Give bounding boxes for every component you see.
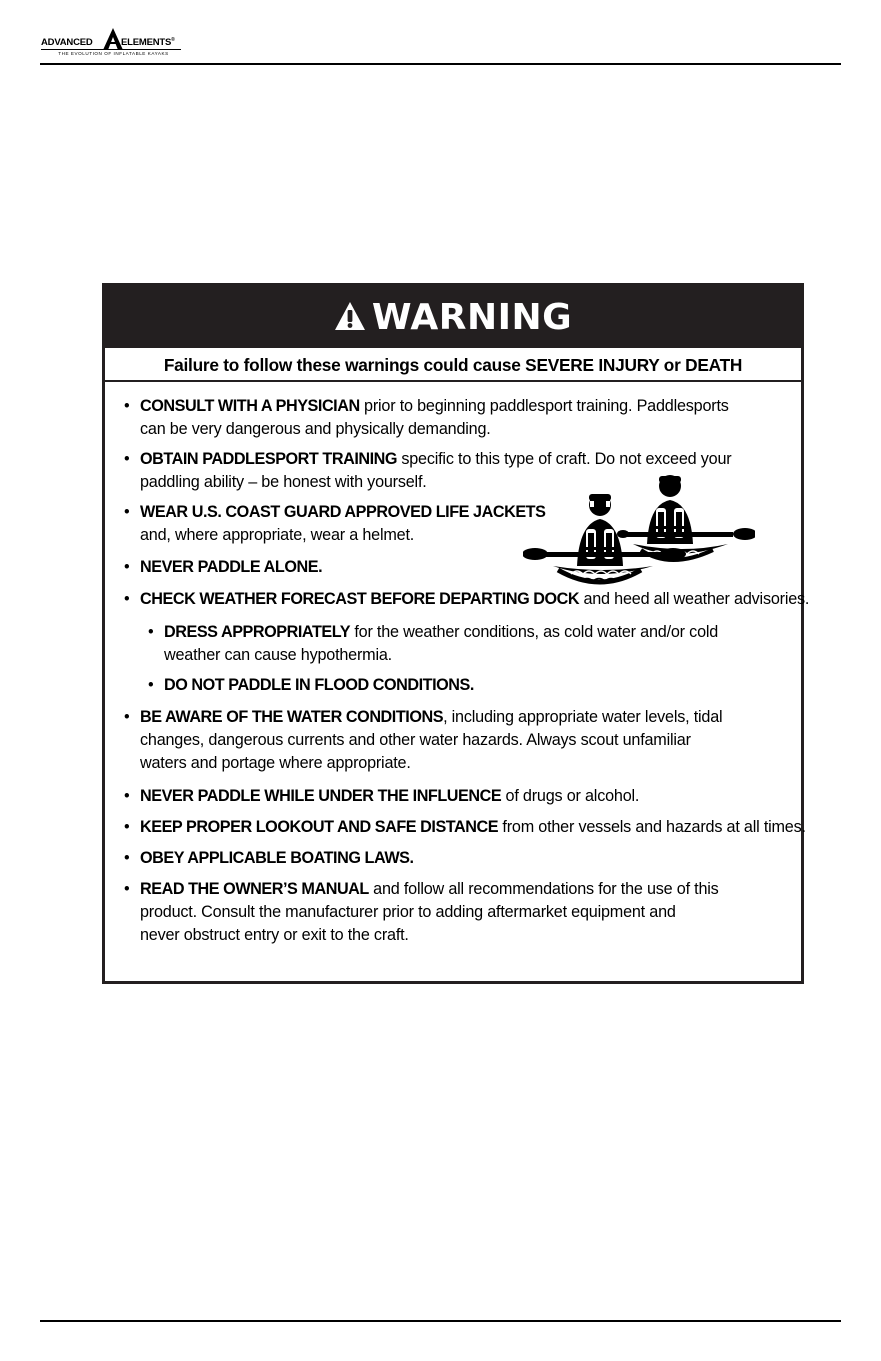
warning-subtitle: Failure to follow these warnings could cause SEVERE INJURY or DEATH xyxy=(163,355,743,375)
list-item: • READ THE OWNER’S MANUAL and follow all recommendations for the use of this product. Consult the manufacturer prior to adding aftermarket equipment and never obstruct entry or exit to the craft. xyxy=(124,880,719,944)
footer-rule xyxy=(40,1320,841,1322)
back-kayaker xyxy=(617,475,755,560)
list-subitem: • DRESS APPROPRIATELY for the weather conditions, as cold water and/or cold weather can cause hypothermia. xyxy=(148,623,719,664)
list-item: • NEVER PADDLE WHILE UNDER THE INFLUENCE of drugs or alcohol. xyxy=(124,787,640,805)
kayakers-with-life-jackets-illustration xyxy=(523,474,755,589)
list-item: • OBTAIN PADDLESPORT TRAINING specific to this type of craft. Do not exceed your paddling ability – be honest with yourself. xyxy=(124,450,732,491)
list-item: • OBEY APPLICABLE BOATING LAWS. xyxy=(124,849,414,867)
warning-title: WARNING xyxy=(371,296,573,338)
brand-logo xyxy=(41,28,186,60)
list-item: • CONSULT WITH A PHYSICIAN prior to beginning paddlesport training. Paddlesports can be very dangerous and physically demanding. xyxy=(124,397,729,438)
warning-list xyxy=(105,286,810,981)
list-item: • WEAR U.S. COAST GUARD APPROVED LIFE JACKETS and, where appropriate, wear a helmet. xyxy=(124,503,546,544)
header-rule xyxy=(40,63,841,65)
logo-tagline: THE EVOLUTION OF INFLATABLE KAYAKS xyxy=(58,51,169,56)
list-item: • KEEP PROPER LOOKOUT AND SAFE DISTANCE from other vessels and hazards at all times. xyxy=(124,818,806,836)
logo-divider xyxy=(41,49,181,50)
list-item: • CHECK WEATHER FORECAST BEFORE DEPARTING DOCK and heed all weather advisories. xyxy=(124,590,810,608)
list-item: • BE AWARE OF THE WATER CONDITIONS, including appropriate water levels, tidal changes, dangerous currents and other water hazards. Always scout unfamiliar waters and portage where appropriate. xyxy=(124,708,723,772)
logo-a-mark-icon xyxy=(103,28,123,50)
list-item: • NEVER PADDLE ALONE. xyxy=(124,558,323,576)
list-subitem: • DO NOT PADDLE IN FLOOD CONDITIONS. xyxy=(148,676,474,694)
warning-panel xyxy=(102,283,810,984)
logo-text-advanced: ADVANCED xyxy=(41,37,93,48)
logo-text-elements: ELEMENTS® xyxy=(121,37,175,49)
